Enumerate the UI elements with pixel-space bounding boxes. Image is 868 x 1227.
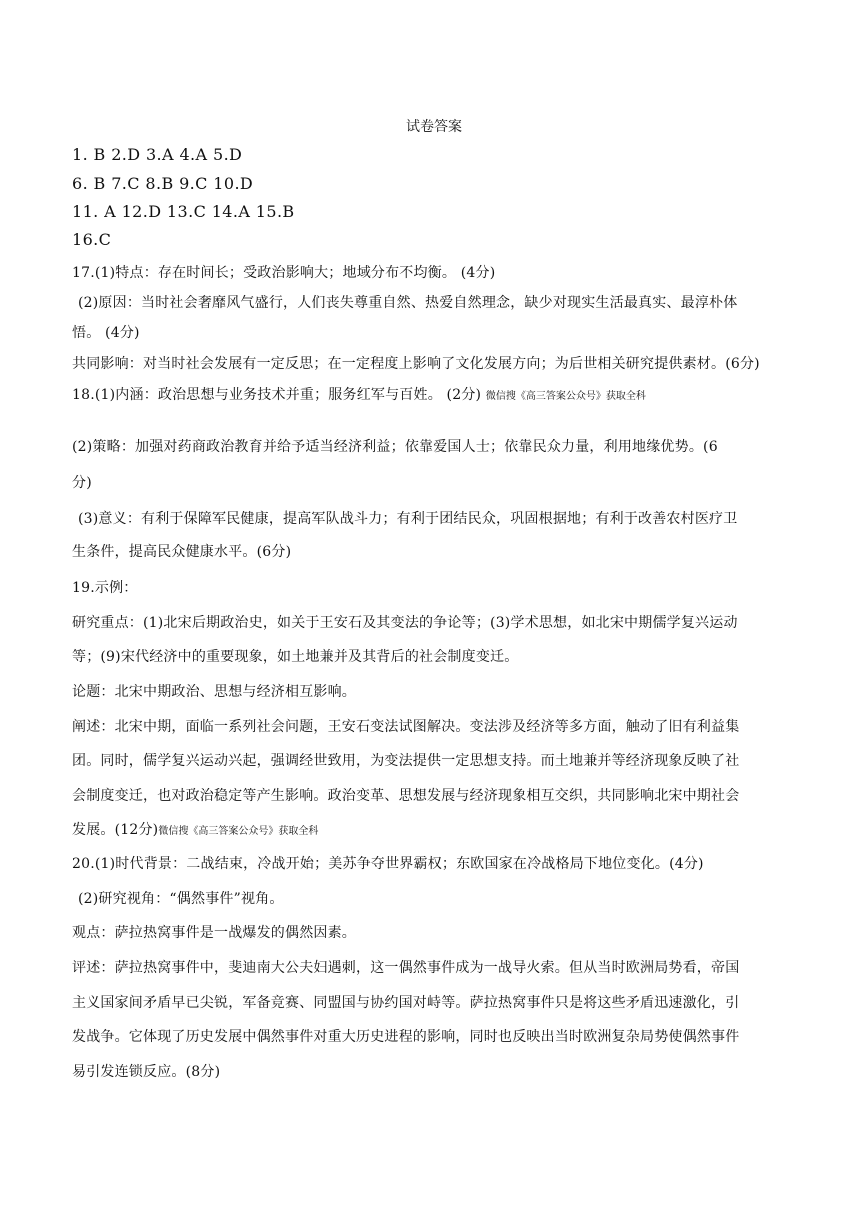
q19-exposition-line2: 团。同时，儒学复兴运动兴起，强调经世致用，为变法提供一定思想支持。而土地兼并等经济现象反映了社	[72, 753, 740, 769]
page-title: 试卷答案	[406, 119, 462, 135]
mc-row-2: 6. B 7.C 8.B 9.C 10.D	[72, 174, 254, 193]
wechat-note: 微信搜《高三答案公众号》获取全科	[485, 391, 646, 402]
q20-commentary-line1: 评述：萨拉热窝事件中，斐迪南大公夫妇遇刺，这一偶然事件成为一战导火索。但从当时欧洲局势看，帝国	[72, 960, 740, 976]
q18-part2-line2: 分)	[72, 475, 92, 491]
q19-thesis: 论题：北宋中期政治、思想与经济相互影响。	[72, 684, 356, 700]
q20-part1: 20.(1)时代背景：二战结束，冷战开始；美苏争夺世界霸权；东欧国家在冷战格局下地位变化。(4分)	[72, 856, 704, 872]
q19-exposition-line4-text: 发展。(12分)	[72, 822, 159, 838]
q17-part1: 17.(1)特点：存在时间长；受政治影响大；地域分布不均衡。 (4分)	[72, 265, 496, 281]
q18-part1-text: 18.(1)内涵：政治思想与业务技术并重；服务红军与百姓。 (2分)	[72, 387, 482, 403]
q19-exposition-line4	[72, 819, 792, 839]
q19-heading: 19.示例：	[72, 580, 138, 596]
q19-focus-line2: 等；(9)宋代经济中的重要现象，如土地兼并及其背后的社会制度变迁。	[72, 649, 519, 665]
q19-exposition-line3: 会制度变迁，也对政治稳定等产生影响。政治变革、思想发展与经济现象相互交织，共同影响北宋中期社会	[72, 788, 740, 804]
q17-part2-line1: (2)原因：当时社会奢靡风气盛行，人们丧失尊重自然、热爱自然理念，缺少对现实生活最真实、最淳朴体	[78, 295, 738, 311]
q20-commentary-line4: 易引发连锁反应。(8分)	[72, 1064, 221, 1080]
q20-commentary-line2: 主义国家间矛盾早已尖锐，军备竞赛、同盟国与协约国对峙等。萨拉热窝事件只是将这些矛盾迅速激化，引	[72, 995, 740, 1011]
q19-exposition-line1: 阐述：北宋中期，面临一系列社会问题，王安石变法试图解决。变法涉及经济等多方面，触动了旧有利益集	[72, 719, 740, 735]
wechat-note: 微信搜《高三答案公众号》获取全科	[158, 826, 319, 837]
q18-part1	[72, 384, 792, 404]
mc-row-3: 11. A 12.D 13.C 14.A 15.B	[72, 202, 295, 221]
q17-shared-impact: 共同影响：对当时社会发展有一定反思；在一定程度上影响了文化发展方向；为后世相关研究提供素材。(6分)	[72, 356, 760, 372]
q20-commentary-line3: 发战争。它体现了历史发展中偶然事件对重大历史进程的影响，同时也反映出当时欧洲复杂局势使偶然事件	[72, 1029, 740, 1045]
q19-focus-line1: 研究重点：(1)北宋后期政治史，如关于王安石及其变法的争论等；(3)学术思想，如北宋中期儒学复兴运动	[72, 615, 738, 631]
q18-part3-line1: (3)意义：有利于保障军民健康，提高军队战斗力；有利于团结民众，巩固根据地；有利于改善农村医疗卫	[78, 511, 738, 527]
q17-part2-line2: 悟。 (4分)	[72, 325, 140, 341]
mc-row-4: 16.C	[72, 230, 112, 249]
q20-viewpoint: 观点：萨拉热窝事件是一战爆发的偶然因素。	[72, 925, 356, 941]
q18-part2-line1: (2)策略：加强对药商政治教育并给予适当经济利益；依靠爱国人士；依靠民众力量，利用地缘优势。(6	[72, 439, 718, 455]
q20-part2: (2)研究视角：“偶然事件”视角。	[78, 891, 284, 907]
mc-row-1: 1. B 2.D 3.A 4.A 5.D	[72, 145, 243, 164]
q18-part3-line2: 生条件，提高民众健康水平。(6分)	[72, 544, 292, 560]
